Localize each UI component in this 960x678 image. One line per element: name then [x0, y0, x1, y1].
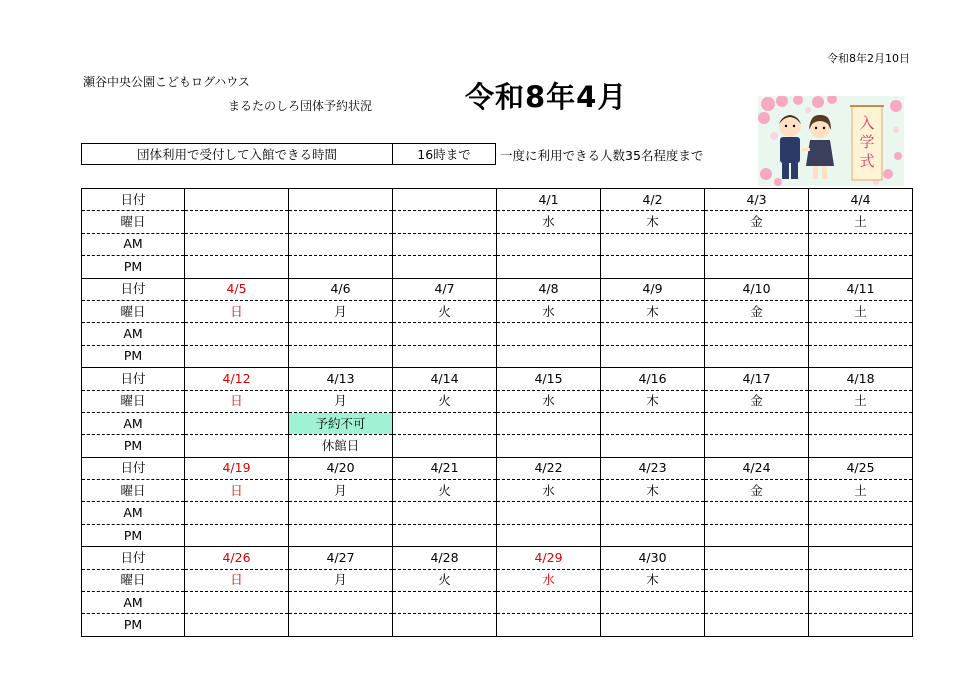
weekday-cell: 木 [601, 390, 705, 412]
weekday-cell [185, 211, 289, 233]
pm-slot-cell [393, 614, 497, 636]
facility-name: 瀬谷中央公園こどもログハウス [83, 75, 250, 89]
date-cell: 4/1 [497, 189, 601, 211]
pm-slot-cell [705, 345, 809, 367]
pm-slot-cell [393, 256, 497, 278]
date-cell: 4/23 [601, 457, 705, 479]
date-cell: 4/21 [393, 457, 497, 479]
week-3-weekday-row [82, 390, 913, 412]
weekday-cell: 日 [185, 480, 289, 502]
pm-slot-cell [497, 614, 601, 636]
am-slot-cell [393, 592, 497, 614]
am-slot-cell [185, 592, 289, 614]
am-slot-cell [289, 592, 393, 614]
weekday-cell: 木 [601, 569, 705, 591]
pm-slot-cell [601, 524, 705, 546]
pm-slot-cell [497, 345, 601, 367]
date-row-label: 日付 [82, 368, 185, 390]
date-cell: 4/16 [601, 368, 705, 390]
week-4-date-row [82, 457, 913, 479]
pm-slot-cell [289, 524, 393, 546]
weekday-row-label: 曜日 [82, 300, 185, 322]
weekday-cell: 金 [705, 480, 809, 502]
pm-slot-cell [497, 524, 601, 546]
week-4-weekday-row [82, 480, 913, 502]
weekday-cell: 日 [185, 390, 289, 412]
reservation-calendar [81, 188, 913, 637]
date-cell: 4/27 [289, 547, 393, 569]
pm-slot-cell [601, 435, 705, 457]
entry-time-value: 16時まで [417, 147, 471, 162]
am-slot-cell [497, 412, 601, 434]
week-1-pm-row [82, 256, 913, 278]
date-cell: 4/11 [809, 278, 913, 300]
weekday-row-label: 曜日 [82, 390, 185, 412]
date-row-label: 日付 [82, 189, 185, 211]
pm-row-label: PM [82, 614, 185, 636]
school-entrance-ceremony-illustration [758, 96, 904, 186]
am-slot-cell [185, 502, 289, 524]
page-subtitle: まるたのしろ団体予約状況 [228, 99, 373, 113]
weekday-cell: 火 [393, 300, 497, 322]
pm-slot-cell [809, 345, 913, 367]
weekday-cell: 月 [289, 390, 393, 412]
am-slot-cell [497, 502, 601, 524]
pm-slot-cell [497, 435, 601, 457]
am-slot-cell [601, 233, 705, 255]
date-cell: 4/26 [185, 547, 289, 569]
weekday-cell: 火 [393, 390, 497, 412]
closed-day-cell: 休館日 [289, 435, 393, 457]
date-row-label: 日付 [82, 457, 185, 479]
week-4-pm-row [82, 524, 913, 546]
week-5-am-row [82, 592, 913, 614]
date-cell: 4/22 [497, 457, 601, 479]
am-slot-cell [185, 233, 289, 255]
weekday-cell: 金 [705, 300, 809, 322]
am-slot-cell [809, 592, 913, 614]
weekday-cell: 木 [601, 480, 705, 502]
date-cell: 4/14 [393, 368, 497, 390]
am-slot-cell [393, 323, 497, 345]
am-slot-cell [289, 502, 393, 524]
week-1-am-row [82, 233, 913, 255]
date-cell: 4/25 [809, 457, 913, 479]
weekday-cell [705, 569, 809, 591]
date-cell [393, 189, 497, 211]
am-slot-cell [809, 233, 913, 255]
am-slot-cell [393, 502, 497, 524]
date-cell: 4/5 [185, 278, 289, 300]
pm-row-label: PM [82, 345, 185, 367]
weekday-cell: 水 [497, 390, 601, 412]
pm-slot-cell [601, 256, 705, 278]
am-slot-cell [601, 592, 705, 614]
banner-char-3: 式 [859, 152, 875, 170]
entry-time-label: 団体利用で受付して入館できる時間 [82, 144, 393, 164]
weekday-cell: 土 [809, 211, 913, 233]
weekday-cell: 月 [289, 569, 393, 591]
weekday-cell: 月 [289, 300, 393, 322]
weekday-cell: 月 [289, 480, 393, 502]
date-cell: 4/28 [393, 547, 497, 569]
week-3-date-row [82, 368, 913, 390]
pm-slot-cell [809, 435, 913, 457]
weekday-cell: 水 [497, 211, 601, 233]
pm-slot-cell [601, 614, 705, 636]
pm-slot-cell [185, 256, 289, 278]
am-slot-cell [809, 502, 913, 524]
date-cell: 4/6 [289, 278, 393, 300]
weekday-cell: 土 [809, 480, 913, 502]
weekday-cell: 土 [809, 300, 913, 322]
pm-slot-cell [393, 435, 497, 457]
week-1-weekday-row [82, 211, 913, 233]
am-row-label: AM [82, 502, 185, 524]
pm-slot-cell [185, 524, 289, 546]
am-slot-cell [185, 412, 289, 434]
am-row-label: AM [82, 412, 185, 434]
date-cell: 4/13 [289, 368, 393, 390]
weekday-cell [809, 569, 913, 591]
weekday-cell: 日 [185, 300, 289, 322]
capacity-note: 一度に利用できる人数35名程度まで [500, 148, 704, 163]
week-2-date-row [82, 278, 913, 300]
pm-slot-cell [809, 256, 913, 278]
date-cell: 4/15 [497, 368, 601, 390]
weekday-cell: 水 [497, 569, 601, 591]
pm-slot-cell [705, 256, 809, 278]
weekday-cell [289, 211, 393, 233]
pm-slot-cell [497, 256, 601, 278]
weekday-row-label: 曜日 [82, 480, 185, 502]
am-slot-cell [497, 323, 601, 345]
date-cell: 4/2 [601, 189, 705, 211]
am-row-label: AM [82, 592, 185, 614]
weekday-row-label: 曜日 [82, 569, 185, 591]
am-slot-cell [289, 233, 393, 255]
weekday-cell: 火 [393, 569, 497, 591]
pm-slot-cell [809, 524, 913, 546]
banner-char-1: 入 [859, 114, 875, 132]
weekday-cell [393, 211, 497, 233]
pm-slot-cell [601, 345, 705, 367]
date-cell: 4/7 [393, 278, 497, 300]
pm-slot-cell [809, 614, 913, 636]
am-slot-cell [601, 412, 705, 434]
am-slot-cell [705, 233, 809, 255]
am-slot-cell [705, 502, 809, 524]
weekday-row-label: 曜日 [82, 211, 185, 233]
date-cell [809, 547, 913, 569]
am-slot-cell [601, 502, 705, 524]
pm-row-label: PM [82, 435, 185, 457]
month-title: 令和8年4月 [465, 80, 628, 114]
week-5-weekday-row [82, 569, 913, 591]
pm-slot-cell [705, 435, 809, 457]
pm-row-label: PM [82, 256, 185, 278]
am-slot-cell [601, 323, 705, 345]
am-slot-cell [705, 412, 809, 434]
weekday-cell: 日 [185, 569, 289, 591]
weekday-cell: 火 [393, 480, 497, 502]
weekday-cell: 水 [497, 480, 601, 502]
am-slot-cell [705, 323, 809, 345]
weekday-cell: 水 [497, 300, 601, 322]
date-cell: 4/10 [705, 278, 809, 300]
issue-date: 令和8年2月10日 [827, 52, 910, 65]
date-cell: 4/30 [601, 547, 705, 569]
date-cell: 4/18 [809, 368, 913, 390]
am-slot-cell [497, 233, 601, 255]
am-slot-cell [393, 233, 497, 255]
week-4-am-row [82, 502, 913, 524]
date-cell [289, 189, 393, 211]
am-slot-cell [809, 412, 913, 434]
date-cell [705, 547, 809, 569]
pm-slot-cell [289, 256, 393, 278]
week-1-date-row [82, 189, 913, 211]
week-2-am-row [82, 323, 913, 345]
weekday-cell: 木 [601, 300, 705, 322]
date-cell [185, 189, 289, 211]
week-3-pm-row [82, 435, 913, 457]
am-slot-cell [289, 323, 393, 345]
am-slot-cell [497, 592, 601, 614]
am-row-label: AM [82, 233, 185, 255]
entry-time-box [81, 143, 496, 165]
weekday-cell: 土 [809, 390, 913, 412]
am-slot-cell [809, 323, 913, 345]
am-slot-cell [393, 412, 497, 434]
date-cell: 4/20 [289, 457, 393, 479]
pm-slot-cell [393, 524, 497, 546]
date-cell: 4/9 [601, 278, 705, 300]
date-cell: 4/17 [705, 368, 809, 390]
date-cell: 4/29 [497, 547, 601, 569]
date-cell: 4/24 [705, 457, 809, 479]
pm-row-label: PM [82, 524, 185, 546]
date-row-label: 日付 [82, 278, 185, 300]
pm-slot-cell [705, 524, 809, 546]
date-cell: 4/19 [185, 457, 289, 479]
am-slot-cell [185, 323, 289, 345]
pm-slot-cell [185, 435, 289, 457]
date-row-label: 日付 [82, 547, 185, 569]
weekday-cell: 金 [705, 211, 809, 233]
pm-slot-cell [185, 614, 289, 636]
unavailable-slot-cell: 予約不可 [289, 412, 393, 434]
week-2-pm-row [82, 345, 913, 367]
pm-slot-cell [393, 345, 497, 367]
weekday-cell: 木 [601, 211, 705, 233]
week-3-am-row [82, 412, 913, 434]
date-cell: 4/12 [185, 368, 289, 390]
am-row-label: AM [82, 323, 185, 345]
week-2-weekday-row [82, 300, 913, 322]
pm-slot-cell [705, 614, 809, 636]
pm-slot-cell [289, 614, 393, 636]
week-5-date-row [82, 547, 913, 569]
pm-slot-cell [185, 345, 289, 367]
date-cell: 4/8 [497, 278, 601, 300]
date-cell: 4/4 [809, 189, 913, 211]
weekday-cell: 金 [705, 390, 809, 412]
banner-char-2: 学 [859, 133, 875, 151]
pm-slot-cell [289, 345, 393, 367]
date-cell: 4/3 [705, 189, 809, 211]
week-5-pm-row [82, 614, 913, 636]
am-slot-cell [705, 592, 809, 614]
